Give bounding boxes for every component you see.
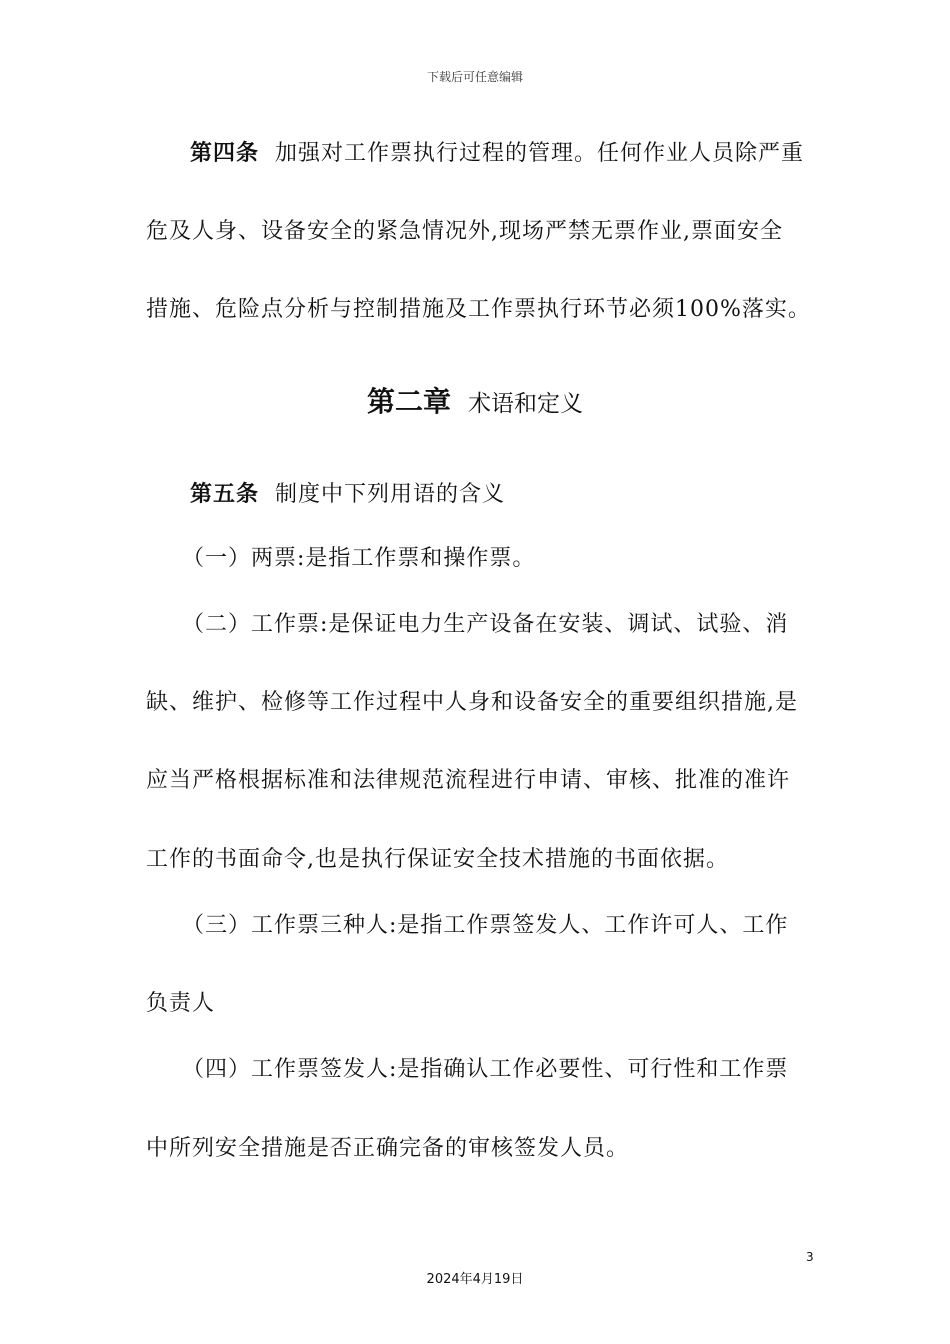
article-4-line-1 (190, 136, 804, 167)
item-2-line-1: （二）工作票:是保证电力生产设备在安装、调试、试验、消 (182, 612, 789, 637)
article-5 (190, 477, 505, 508)
item-2-line-3: 应当严格根据标准和法律规范流程进行申请、审核、批准的准许 (146, 768, 791, 793)
item-3-line-2: 负责人 (146, 991, 216, 1016)
page-number: 3 (806, 1250, 814, 1264)
page-header: 下载后可任意编辑 (426, 70, 523, 84)
article-4-line-3: 措施、危险点分析与控制措施及工作票执行环节必须100%落实。 (146, 297, 811, 322)
chapter-title: 术语和定义 (468, 391, 584, 417)
footer-date: 2024年4月19日 (426, 1272, 524, 1287)
item-2-line-2: 缺、维护、检修等工作过程中人身和设备安全的重要组织措施,是 (146, 690, 798, 715)
item-4-line-1: （四）工作票签发人:是指确认工作必要性、可行性和工作票 (182, 1057, 789, 1082)
chapter-heading (0, 380, 950, 420)
item-4-line-2: 中所列安全措施是否正确完备的审核签发人员。 (146, 1136, 630, 1161)
article-4-line-2: 危及人身、设备安全的紧急情况外,现场严禁无票作业,票面安全 (146, 219, 783, 244)
article-5-label: 第五条 (190, 481, 260, 507)
chapter-number: 第二章 (366, 385, 451, 418)
item-2-line-4: 工作的书面命令,也是执行保证安全技术措施的书面依据。 (146, 847, 729, 872)
article-4-text: 加强对工作票执行过程的管理。任何作业人员除严重 (275, 141, 805, 166)
item-1-line-1: （一）两票:是指工作票和操作票。 (182, 546, 536, 571)
item-3-line-1: （三）工作票三种人:是指工作票签发人、工作许可人、工作 (182, 913, 789, 938)
article-4-label: 第四条 (190, 140, 260, 166)
article-5-text: 制度中下列用语的含义 (275, 482, 506, 507)
